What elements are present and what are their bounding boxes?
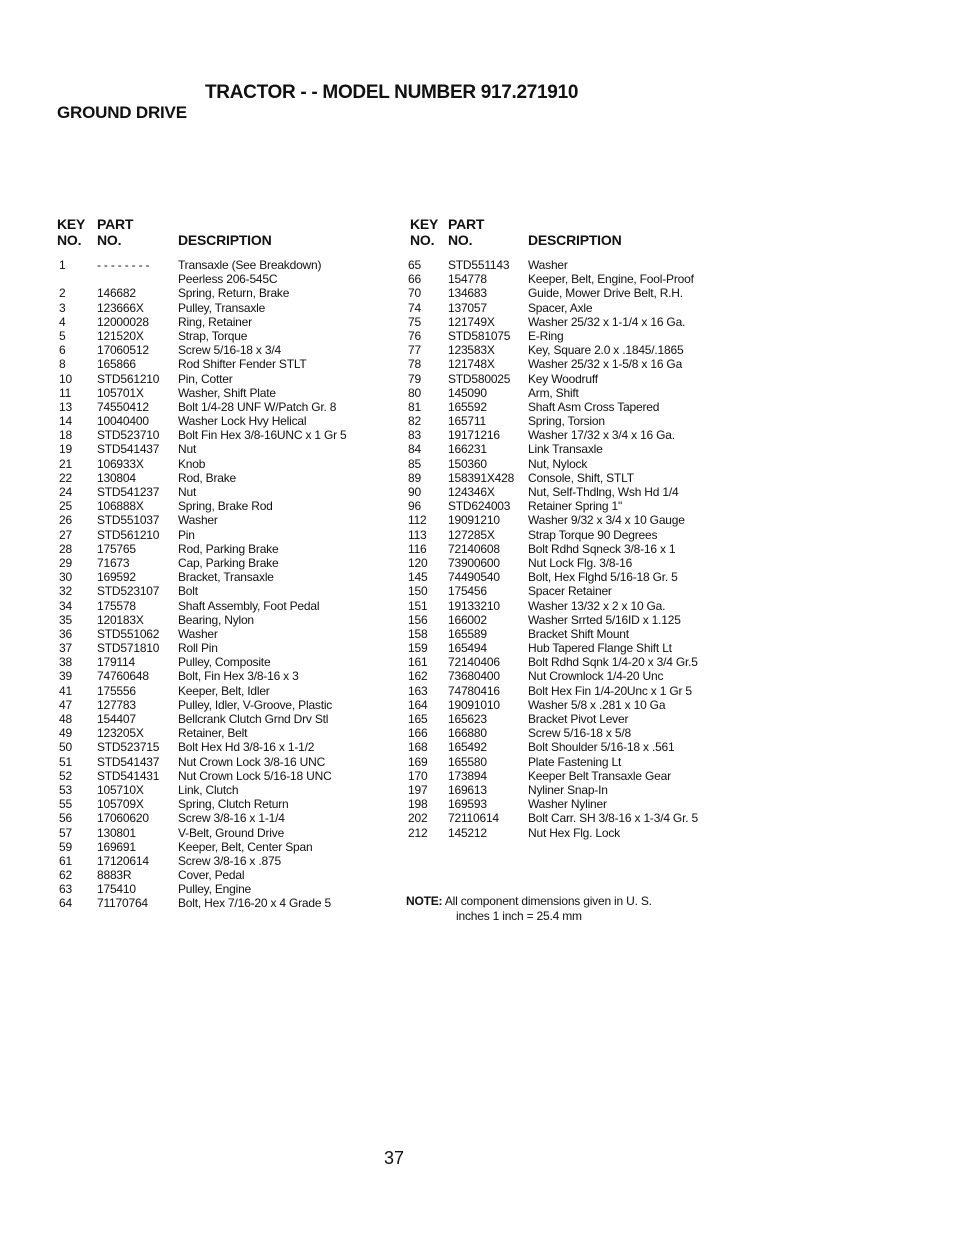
part-description: Link, Clutch bbox=[178, 782, 239, 797]
key-number: 61 bbox=[59, 853, 72, 868]
part-number: 130804 bbox=[97, 470, 136, 485]
key-number: 79 bbox=[408, 371, 421, 386]
key-number: 202 bbox=[408, 811, 428, 826]
part-number: 106888X bbox=[97, 499, 144, 514]
key-number: 3 bbox=[59, 300, 66, 315]
key-number: 1 bbox=[59, 258, 66, 272]
part-number: 154407 bbox=[97, 712, 136, 726]
page-title: TRACTOR - - MODEL NUMBER 917.271910 bbox=[205, 82, 579, 103]
part-number: STD551037 bbox=[97, 513, 160, 528]
part-description: Nut Lock Flg. 3/8-16 bbox=[528, 555, 633, 570]
key-number: 83 bbox=[408, 428, 421, 443]
part-description: Retainer Spring 1" bbox=[528, 499, 623, 514]
key-number: 120 bbox=[408, 555, 428, 570]
key-number: 29 bbox=[59, 555, 72, 570]
part-number: 175765 bbox=[97, 541, 136, 556]
part-description: Spring, Torsion bbox=[528, 414, 605, 429]
part-description: Bearing, Nylon bbox=[178, 612, 254, 627]
header-part: PART bbox=[97, 216, 134, 232]
part-number: 121749X bbox=[448, 314, 495, 329]
part-description: Ring, Retainer bbox=[178, 314, 252, 329]
part-description: Pulley, Composite bbox=[178, 655, 271, 670]
part-number: STD541237 bbox=[97, 485, 160, 499]
part-description: Link Transaxle bbox=[528, 442, 603, 457]
part-description: Bolt Rdhd Sqneck 3/8-16 x 1 bbox=[528, 541, 676, 556]
key-number: 168 bbox=[408, 740, 428, 755]
part-description: Keeper Belt Transaxle Gear bbox=[528, 768, 671, 783]
part-description: Key, Square 2.0 x .1845/.1865 bbox=[528, 343, 684, 358]
part-number: 169593 bbox=[448, 797, 487, 812]
part-description: Bolt, Hex 7/16-20 x 4 Grade 5 bbox=[178, 896, 331, 911]
part-number: 19171216 bbox=[448, 428, 500, 443]
part-number: 73900600 bbox=[448, 555, 500, 570]
key-number: 169 bbox=[408, 754, 428, 769]
part-description: Pulley, Transaxle bbox=[178, 300, 266, 315]
part-number: STD541431 bbox=[97, 768, 160, 783]
key-number: 13 bbox=[59, 399, 72, 414]
key-number: 36 bbox=[59, 626, 72, 641]
part-description: Bolt 1/4-28 UNF W/Patch Gr. 8 bbox=[178, 399, 337, 414]
header-part-no: NO. bbox=[97, 232, 122, 248]
part-number: 19091010 bbox=[448, 697, 500, 712]
key-number: 26 bbox=[59, 513, 72, 528]
part-description: Console, Shift, STLT bbox=[528, 470, 634, 485]
header-key: KEY bbox=[57, 216, 86, 232]
key-number: 158 bbox=[408, 626, 428, 641]
key-number: 34 bbox=[59, 598, 72, 613]
part-number: 145090 bbox=[448, 385, 487, 400]
header-key: KEY bbox=[410, 216, 439, 232]
part-description: Washer 9/32 x 3/4 x 10 Gauge bbox=[528, 513, 685, 528]
part-number: STD523710 bbox=[97, 428, 160, 443]
part-description: Nut Hex Flg. Lock bbox=[528, 825, 620, 840]
key-number: 8 bbox=[59, 357, 66, 372]
key-number: 163 bbox=[408, 683, 428, 698]
part-number: 165580 bbox=[448, 754, 487, 769]
part-description: Nut bbox=[178, 442, 197, 457]
key-number: 80 bbox=[408, 385, 421, 400]
part-number: 175410 bbox=[97, 882, 136, 897]
part-description: Hub Tapered Flange Shift Lt bbox=[528, 641, 672, 656]
part-number: 74490540 bbox=[448, 570, 500, 585]
part-number: 165494 bbox=[448, 641, 487, 656]
part-description: Keeper, Belt, Center Span bbox=[178, 839, 313, 854]
part-description: Arm, Shift bbox=[528, 385, 579, 400]
part-description: V-Belt, Ground Drive bbox=[178, 825, 285, 840]
note-line-1: All component dimensions given in U. S. bbox=[444, 894, 652, 908]
key-number: 32 bbox=[59, 584, 72, 599]
part-description: Knob bbox=[178, 456, 206, 471]
part-number: 173894 bbox=[448, 768, 487, 783]
part-number: 169691 bbox=[97, 839, 136, 854]
part-description: Spring, Return, Brake bbox=[178, 286, 290, 301]
part-number: 74780416 bbox=[448, 683, 500, 698]
key-number: 197 bbox=[408, 782, 428, 797]
part-number: 127285X bbox=[448, 527, 495, 542]
part-description: Spacer, Axle bbox=[528, 300, 593, 315]
key-number: 64 bbox=[59, 896, 72, 911]
part-number: 179114 bbox=[97, 655, 135, 670]
part-number: 175578 bbox=[97, 598, 136, 613]
part-number: STD624003 bbox=[448, 499, 511, 514]
part-description: Keeper, Belt, Idler bbox=[178, 683, 270, 698]
part-description: Washer 5/8 x .281 x 10 Ga bbox=[528, 697, 666, 712]
key-number: 156 bbox=[408, 612, 428, 627]
part-description: E-Ring bbox=[528, 328, 564, 343]
part-number: 134683 bbox=[448, 286, 487, 301]
part-description: Guide, Mower Drive Belt, R.H. bbox=[528, 286, 683, 301]
part-number: 12000028 bbox=[97, 314, 149, 329]
part-number: 105701X bbox=[97, 385, 144, 400]
part-description: Nut, Self-Thdlng, Wsh Hd 1/4 bbox=[528, 485, 679, 499]
key-number: 164 bbox=[408, 697, 428, 712]
section-title: GROUND DRIVE bbox=[57, 103, 187, 122]
part-description: Bolt Hex Fin 1/4-20Unc x 1 Gr 5 bbox=[528, 683, 692, 698]
part-description: Strap Torque 90 Degrees bbox=[528, 527, 658, 542]
part-number: 165711 bbox=[448, 414, 486, 429]
key-number: 48 bbox=[59, 712, 72, 726]
part-number: 175456 bbox=[448, 584, 487, 599]
part-description: Pin bbox=[178, 527, 195, 542]
part-number: 72140608 bbox=[448, 541, 500, 556]
key-number: 159 bbox=[408, 641, 428, 656]
part-number: 123583X bbox=[448, 343, 495, 358]
part-description: Bracket, Transaxle bbox=[178, 570, 274, 585]
part-number: 154778 bbox=[448, 272, 487, 287]
key-number: 47 bbox=[59, 697, 72, 712]
key-number: 66 bbox=[408, 272, 421, 287]
page-number: 37 bbox=[384, 1148, 405, 1168]
key-number: 96 bbox=[408, 499, 421, 514]
key-number: 76 bbox=[408, 328, 421, 343]
part-description: Pin, Cotter bbox=[178, 371, 233, 386]
part-number: 72140406 bbox=[448, 655, 500, 670]
part-description: Bolt, Fin Hex 3/8-16 x 3 bbox=[178, 669, 299, 684]
key-number: 212 bbox=[408, 825, 428, 840]
key-number: 22 bbox=[59, 470, 72, 485]
key-number: 52 bbox=[59, 768, 72, 783]
key-number: 116 bbox=[408, 541, 427, 556]
part-number: 17060512 bbox=[97, 343, 149, 358]
header-description: DESCRIPTION bbox=[528, 232, 622, 248]
part-number: 165492 bbox=[448, 740, 487, 755]
part-number: STD523715 bbox=[97, 740, 160, 755]
part-description: Screw 5/16-18 x 5/8 bbox=[528, 726, 631, 741]
part-number: 105710X bbox=[97, 782, 144, 797]
part-description: Nut, Nylock bbox=[528, 456, 588, 471]
key-number: 162 bbox=[408, 669, 428, 684]
part-description: Retainer, Belt bbox=[178, 726, 248, 741]
part-number: 124346X bbox=[448, 485, 495, 499]
part-number: 166002 bbox=[448, 612, 487, 627]
part-description: Rod Shifter Fender STLT bbox=[178, 357, 307, 372]
part-description: Nut Crownlock 1/4-20 Unc bbox=[528, 669, 664, 684]
part-description: Washer bbox=[178, 513, 218, 528]
part-number: 73680400 bbox=[448, 669, 500, 684]
part-number: 145212 bbox=[448, 825, 487, 840]
part-description: Bolt, Hex Flghd 5/16-18 Gr. 5 bbox=[528, 570, 678, 585]
part-description: Bolt Shoulder 5/16-18 x .561 bbox=[528, 740, 675, 755]
part-description: Roll Pin bbox=[178, 641, 218, 656]
header-part: PART bbox=[448, 216, 485, 232]
part-description: Washer 13/32 x 2 x 10 Ga. bbox=[528, 598, 666, 613]
header-key-no: NO. bbox=[410, 232, 435, 248]
part-number: 123666X bbox=[97, 300, 144, 315]
key-number: 198 bbox=[408, 797, 428, 812]
note-label: NOTE: bbox=[406, 894, 443, 908]
part-description: Peerless 206-545C bbox=[178, 272, 278, 287]
key-number: 145 bbox=[408, 570, 428, 585]
key-number: 37 bbox=[59, 641, 72, 656]
key-number: 113 bbox=[408, 527, 427, 542]
part-number: 72110614 bbox=[448, 811, 499, 826]
key-number: 81 bbox=[408, 399, 421, 414]
part-number: STD541437 bbox=[97, 754, 160, 769]
part-description: Bolt Fin Hex 3/8-16UNC x 1 Gr 5 bbox=[178, 428, 347, 443]
part-description: Screw 3/8-16 x 1-1/4 bbox=[178, 811, 285, 826]
key-number: 21 bbox=[59, 456, 72, 471]
key-number: 19 bbox=[59, 442, 72, 457]
key-number: 150 bbox=[408, 584, 428, 599]
part-number: 74550412 bbox=[97, 399, 149, 414]
part-description: Washer 17/32 x 3/4 x 16 Ga. bbox=[528, 428, 675, 443]
part-number: 166880 bbox=[448, 726, 487, 741]
part-description: Washer 25/32 x 1-5/8 x 16 Ga bbox=[528, 357, 683, 372]
part-number: 165623 bbox=[448, 712, 487, 726]
key-number: 53 bbox=[59, 782, 72, 797]
part-description: Cover, Pedal bbox=[178, 868, 245, 883]
part-number: STD571810 bbox=[97, 641, 160, 656]
part-description: Washer Nyliner bbox=[528, 797, 607, 812]
key-number: 28 bbox=[59, 541, 72, 556]
key-number: 170 bbox=[408, 768, 428, 783]
part-description: Bracket Pivot Lever bbox=[528, 712, 629, 726]
note-line-2: inches 1 inch = 25.4 mm bbox=[456, 909, 582, 923]
key-number: 74 bbox=[408, 300, 421, 315]
key-number: 65 bbox=[408, 258, 421, 272]
key-number: 11 bbox=[59, 385, 72, 400]
part-description: Bolt bbox=[178, 584, 198, 599]
part-description: Washer Srrted 5/16ID x 1.125 bbox=[528, 612, 681, 627]
part-number: 137057 bbox=[448, 300, 487, 315]
key-number: 90 bbox=[408, 485, 421, 499]
part-description: Strap, Torque bbox=[178, 328, 248, 343]
part-description: Washer bbox=[178, 626, 218, 641]
key-number: 166 bbox=[408, 726, 428, 741]
part-description: Pulley, Engine bbox=[178, 882, 252, 897]
part-description: Rod, Brake bbox=[178, 470, 237, 485]
dimension-note bbox=[406, 894, 652, 924]
part-number: 165866 bbox=[97, 357, 136, 372]
part-number: 175556 bbox=[97, 683, 136, 698]
part-number: 165589 bbox=[448, 626, 487, 641]
part-description: Key Woodruff bbox=[528, 371, 598, 386]
part-number: 121520X bbox=[97, 328, 144, 343]
key-number: 63 bbox=[59, 882, 72, 897]
part-description: Bolt Hex Hd 3/8-16 x 1-1/2 bbox=[178, 740, 315, 755]
part-number: 17120614 bbox=[97, 853, 149, 868]
part-number: 105709X bbox=[97, 797, 144, 812]
key-number: 41 bbox=[59, 683, 72, 698]
part-description: Washer 25/32 x 1-1/4 x 16 Ga. bbox=[528, 314, 686, 329]
part-description: Pulley, Idler, V-Groove, Plastic bbox=[178, 697, 333, 712]
part-description: Spacer Retainer bbox=[528, 584, 612, 599]
key-number: 85 bbox=[408, 456, 421, 471]
part-number: 10040400 bbox=[97, 414, 149, 429]
key-number: 112 bbox=[408, 513, 427, 528]
key-number: 24 bbox=[59, 485, 72, 499]
key-number: 77 bbox=[408, 343, 421, 358]
part-description: Cap, Parking Brake bbox=[178, 555, 279, 570]
key-number: 25 bbox=[59, 499, 72, 514]
part-description: Shaft Assembly, Foot Pedal bbox=[178, 598, 320, 613]
key-number: 14 bbox=[59, 414, 72, 429]
part-description: Spring, Brake Rod bbox=[178, 499, 273, 514]
part-description: Nut Crown Lock 3/8-16 UNC bbox=[178, 754, 326, 769]
part-description: Screw 3/8-16 x .875 bbox=[178, 853, 281, 868]
key-number: 4 bbox=[59, 314, 66, 329]
key-number: 50 bbox=[59, 740, 72, 755]
key-number: 6 bbox=[59, 343, 66, 358]
key-number: 56 bbox=[59, 811, 72, 826]
header-key-no: NO. bbox=[57, 232, 82, 248]
part-description: Nut bbox=[178, 485, 197, 499]
key-number: 57 bbox=[59, 825, 72, 840]
part-description: Plate Fastening Lt bbox=[528, 754, 622, 769]
part-number: STD580025 bbox=[448, 371, 511, 386]
key-number: 55 bbox=[59, 797, 72, 812]
part-number: 166231 bbox=[448, 442, 487, 457]
key-number: 35 bbox=[59, 612, 72, 627]
part-number: 71170764 bbox=[97, 896, 148, 911]
part-number: STD523107 bbox=[97, 584, 160, 599]
key-number: 27 bbox=[59, 527, 72, 542]
key-number: 59 bbox=[59, 839, 72, 854]
part-description: Bolt Rdhd Sqnk 1/4-20 x 3/4 Gr.5 bbox=[528, 655, 698, 670]
key-number: 5 bbox=[59, 328, 66, 343]
part-number: 74760648 bbox=[97, 669, 149, 684]
part-number: 165592 bbox=[448, 399, 487, 414]
part-number: 71673 bbox=[97, 555, 130, 570]
part-number: 19133210 bbox=[448, 598, 500, 613]
part-number: STD551062 bbox=[97, 626, 160, 641]
key-number: 39 bbox=[59, 669, 72, 684]
part-number: 169592 bbox=[97, 570, 136, 585]
part-description: Bracket Shift Mount bbox=[528, 626, 629, 641]
part-description: Rod, Parking Brake bbox=[178, 541, 279, 556]
part-number: 120183X bbox=[97, 612, 144, 627]
key-number: 84 bbox=[408, 442, 421, 457]
part-description: Washer bbox=[528, 258, 568, 272]
part-description: Bolt Carr. SH 3/8-16 x 1-3/4 Gr. 5 bbox=[528, 811, 698, 826]
part-number: 121748X bbox=[448, 357, 495, 372]
part-description: Spring, Clutch Return bbox=[178, 797, 289, 812]
part-number: STD551143 bbox=[448, 258, 510, 272]
key-number: 151 bbox=[408, 598, 428, 613]
key-number: 30 bbox=[59, 570, 72, 585]
part-description: Nyliner Snap-In bbox=[528, 782, 608, 797]
part-number: 19091210 bbox=[448, 513, 500, 528]
part-number: 17060620 bbox=[97, 811, 149, 826]
key-number: 2 bbox=[59, 286, 66, 301]
part-number: STD561210 bbox=[97, 371, 160, 386]
key-number: 165 bbox=[408, 712, 428, 726]
key-number: 51 bbox=[59, 754, 72, 769]
key-number: 82 bbox=[408, 414, 421, 429]
part-number: STD541437 bbox=[97, 442, 160, 457]
part-number: 123205X bbox=[97, 726, 144, 741]
key-number: 10 bbox=[59, 371, 72, 386]
part-number: - - - - - - - - bbox=[97, 258, 150, 272]
part-description: Keeper, Belt, Engine, Fool-Proof bbox=[528, 272, 694, 287]
part-description: Nut Crown Lock 5/16-18 UNC bbox=[178, 768, 332, 783]
header-part-no: NO. bbox=[448, 232, 473, 248]
key-number: 62 bbox=[59, 868, 72, 883]
key-number: 70 bbox=[408, 286, 421, 301]
header-description: DESCRIPTION bbox=[178, 232, 272, 248]
part-number: STD561210 bbox=[97, 527, 160, 542]
part-number: STD581075 bbox=[448, 328, 511, 343]
key-number: 161 bbox=[408, 655, 428, 670]
part-number: 130801 bbox=[97, 825, 136, 840]
part-description: Washer, Shift Plate bbox=[178, 385, 276, 400]
part-number: 127783 bbox=[97, 697, 136, 712]
part-number: 158391X428 bbox=[448, 470, 515, 485]
key-number: 38 bbox=[59, 655, 72, 670]
key-number: 78 bbox=[408, 357, 421, 372]
part-number: 150360 bbox=[448, 456, 487, 471]
part-description: Shaft Asm Cross Tapered bbox=[528, 399, 660, 414]
part-description: Bellcrank Clutch Grnd Drv Stl bbox=[178, 712, 329, 726]
part-number: 169613 bbox=[448, 782, 487, 797]
key-number: 49 bbox=[59, 726, 72, 741]
key-number: 75 bbox=[408, 314, 421, 329]
key-number: 18 bbox=[59, 428, 72, 443]
part-description: Transaxle (See Breakdown) bbox=[178, 258, 322, 272]
key-number: 89 bbox=[408, 470, 421, 485]
part-number: 8883R bbox=[97, 868, 132, 883]
part-number: 106933X bbox=[97, 456, 144, 471]
part-description: Screw 5/16-18 x 3/4 bbox=[178, 343, 281, 358]
part-number: 146682 bbox=[97, 286, 136, 301]
part-description: Washer Lock Hvy Helical bbox=[178, 414, 307, 429]
